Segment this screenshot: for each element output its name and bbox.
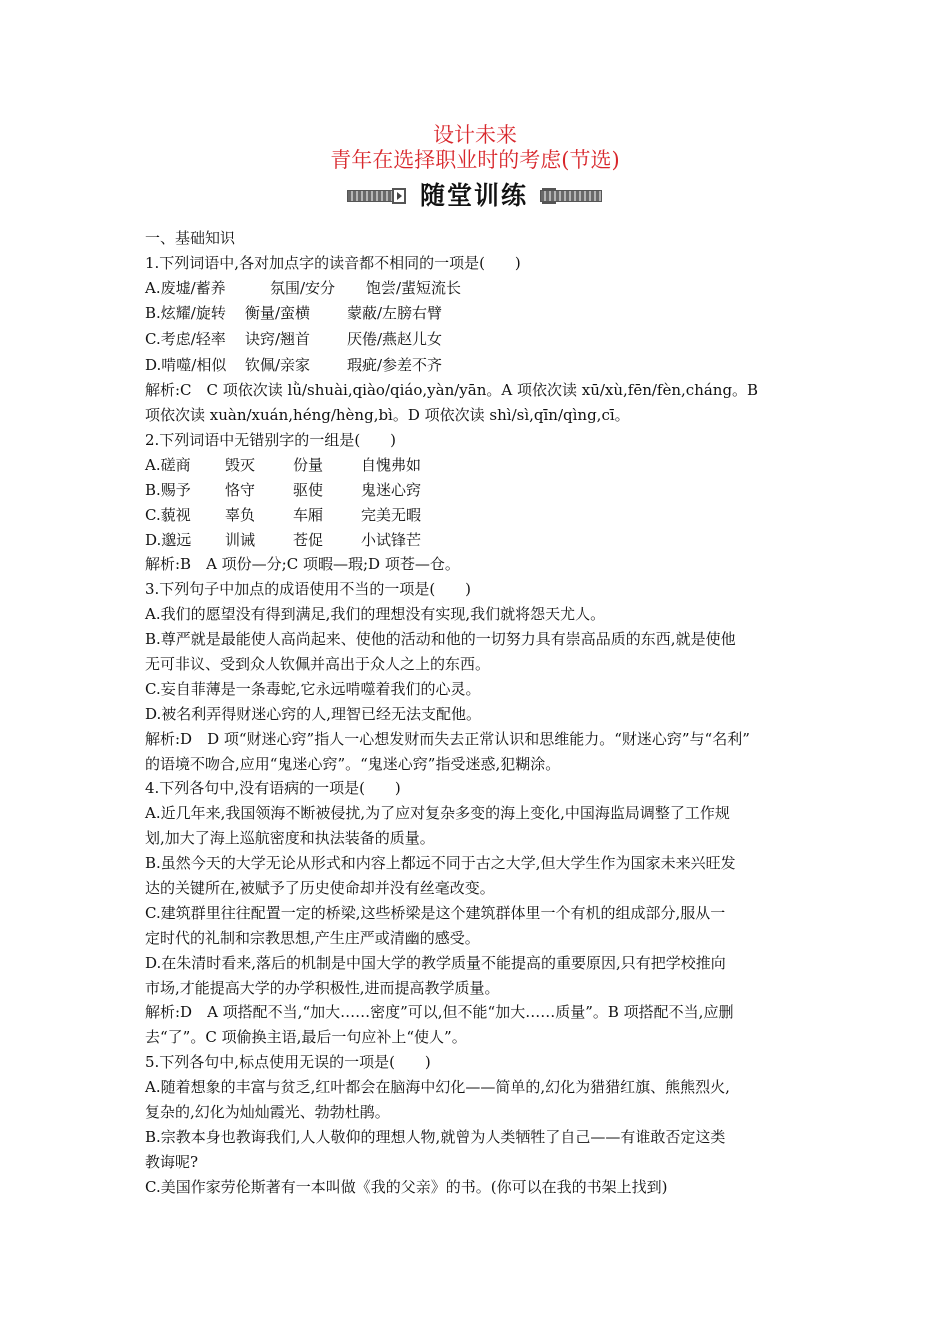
q2-c-w2: 辜负 — [225, 505, 256, 524]
q3-analysis-1: 解析:D D 项“财迷心窍”指人一心想发财而失去正常认识和思维能力。“财迷心窍”与“名利” — [145, 729, 750, 748]
q1-option-c — [145, 327, 810, 353]
q2-a-w1: A.磋商 — [145, 455, 191, 474]
q3-option-d: D.被名利弄得财迷心窍的人,理智已经无法支配他。 — [145, 704, 482, 723]
q2-a-w3: 份量 — [293, 455, 324, 474]
q1-c-col3: 厌倦/燕赵儿女 — [347, 329, 443, 348]
q1-a-col1: A.废墟/蓄养 — [145, 278, 226, 297]
q1-b-col3: 蒙蔽/左膀右臂 — [347, 304, 443, 323]
q2-b-w1: B.赐予 — [145, 480, 191, 499]
q4-analysis-2: 去“了”。C 项偷换主语,最后一句应补上“使人”。 — [145, 1028, 467, 1047]
q1-d-col2: 钦佩/亲家 — [245, 355, 311, 374]
exercise-content — [145, 226, 810, 1200]
q1-d-col3: 瑕疵/参差不齐 — [347, 355, 443, 374]
q3-option-c: C.妄自菲薄是一条毒蛇,它永远啃噬着我们的心灵。 — [145, 679, 481, 698]
q2-a-w2: 毁灭 — [225, 455, 256, 474]
q4-analysis-1: 解析:D A 项搭配不当,“加大……密度”可以,但不能“加大……质量”。B 项搭配不当,应删 — [145, 1003, 734, 1022]
q2-d-w1: D.邈远 — [145, 530, 192, 549]
q5-option-c: C.美国作家劳伦斯著有一本叫做《我的父亲》的书。(你可以在我的书架上找到) — [145, 1177, 668, 1196]
q2-a-w4: 自愧弗如 — [361, 455, 422, 474]
q2-d-w2: 训诫 — [225, 530, 256, 549]
q4-option-a-2: 划,加大了海上巡航密度和执法装备的质量。 — [145, 829, 435, 848]
q2-option-c — [145, 503, 810, 528]
q1-option-b — [145, 301, 810, 327]
doc-title: 设计未来 — [433, 123, 517, 147]
banner-bar-right — [540, 190, 602, 202]
q4-option-d-1: D.在朱清时看来,落后的机制是中国大学的教学质量不能提高的重要原因,只有把学校推向 — [145, 953, 726, 972]
q2-option-d — [145, 528, 810, 553]
q4-option-d-2: 市场,才能提高大学的办学积极性,进而提高教学质量。 — [145, 978, 500, 997]
q2-analysis: 解析:B A 项份—分;C 项暇—瑕;D 项苍—仓。 — [145, 555, 460, 574]
section-heading: 一、基础知识 — [145, 229, 236, 247]
q2-d-w4: 小试锋芒 — [361, 530, 422, 549]
q4-option-b-2: 达的关键所在,被赋予了历史使命却并没有丝毫改变。 — [145, 878, 495, 897]
q5-option-b-1: B.宗教本身也教诲我们,人人敬仰的理想人物,就曾为人类牺牲了自己——有谁敢否定这类 — [145, 1127, 726, 1146]
q1-a-col2: 氛围/安分 — [270, 278, 336, 297]
q1-a-col3: 饱尝/蜚短流长 — [366, 278, 462, 297]
q1-c-col2: 诀窍/翘首 — [245, 329, 311, 348]
q3-option-b-1: B.尊严就是最能使人高尚起来、使他的活动和他的一切努力具有崇高品质的东西,就是使他 — [145, 630, 736, 649]
q1-analysis-2: 项依次读 xuàn/xuán,héng/hèng,bì。D 项依次读 shì/sì,qīn/qìng,cī。 — [145, 406, 630, 425]
q5-option-a-1: A.随着想象的丰富与贫乏,红叶都会在脑海中幻化——简单的,幻化为猎猎红旗、熊熊烈火, — [145, 1078, 730, 1097]
q2-stem: 2.下列词语中无错别字的一组是( ) — [145, 430, 397, 449]
q1-stem: 1.下列词语中,各对加点字的读音都不相同的一项是( ) — [145, 253, 521, 272]
banner-title: 随堂训练 — [419, 181, 528, 210]
q2-b-w3: 驱使 — [293, 480, 324, 499]
q2-c-w4: 完美无暇 — [361, 505, 422, 524]
q4-option-a-1: A.近几年来,我国领海不断被侵扰,为了应对复杂多变的海上变化,中国海监局调整了工作规 — [145, 804, 730, 823]
q1-b-col1: B.炫耀/旋转 — [145, 304, 226, 323]
q2-b-w4: 鬼迷心窍 — [361, 480, 422, 499]
q2-c-w3: 车厢 — [293, 505, 324, 524]
q3-option-a: A.我们的愿望没有得到满足,我们的理想没有实现,我们就将怨天尤人。 — [145, 605, 606, 624]
q4-stem: 4.下列各句中,没有语病的一项是( ) — [145, 779, 401, 798]
q1-c-col1: C.考虑/轻率 — [145, 329, 226, 348]
q5-stem: 5.下列各句中,标点使用无误的一项是( ) — [145, 1053, 431, 1072]
q3-analysis-2: 的语境不吻合,应用“鬼迷心窍”。“鬼迷心窍”指受迷惑,犯糊涂。 — [145, 754, 561, 773]
q1-analysis-1: 解析:C C 项依次读 lǜ/shuài,qiào/qiáo,yàn/yān。A 项依次读 xū/xù,fēn/fèn,cháng。B — [145, 381, 759, 400]
q2-d-w3: 苍促 — [293, 530, 324, 549]
q1-b-col2: 衡量/蛮横 — [245, 304, 311, 323]
q2-b-w2: 恪守 — [225, 480, 256, 499]
q2-option-a — [145, 453, 810, 478]
q4-option-b-1: B.虽然今天的大学无论从形式和内容上都远不同于古之大学,但大学生作为国家未来兴旺发 — [145, 854, 736, 873]
q5-option-b-2: 教诲呢? — [145, 1152, 199, 1171]
q1-option-a — [145, 276, 810, 302]
q2-option-b — [145, 478, 810, 503]
play-right-icon — [392, 188, 406, 204]
q3-stem: 3.下列句子中加点的成语使用不当的一项是( ) — [145, 580, 472, 599]
q4-option-c-1: C.建筑群里往往配置一定的桥梁,这些桥梁是这个建筑群体里一个有机的组成部分,服从一 — [145, 903, 726, 922]
q3-option-b-2: 无可非议、受到众人钦佩并高出于众人之上的东西。 — [145, 654, 491, 673]
q1-option-d — [145, 353, 810, 379]
q5-option-a-2: 复杂的,幻化为灿灿霞光、勃勃杜鹃。 — [145, 1102, 390, 1121]
q4-option-c-2: 定时代的礼制和宗教思想,产生庄严或清幽的感受。 — [145, 928, 480, 947]
q1-d-col1: D.啃噬/相似 — [145, 355, 227, 374]
section-banner — [0, 181, 950, 211]
q2-c-w1: C.藐视 — [145, 505, 191, 524]
doc-subtitle: 青年在选择职业时的考虑(节选) — [330, 148, 620, 172]
